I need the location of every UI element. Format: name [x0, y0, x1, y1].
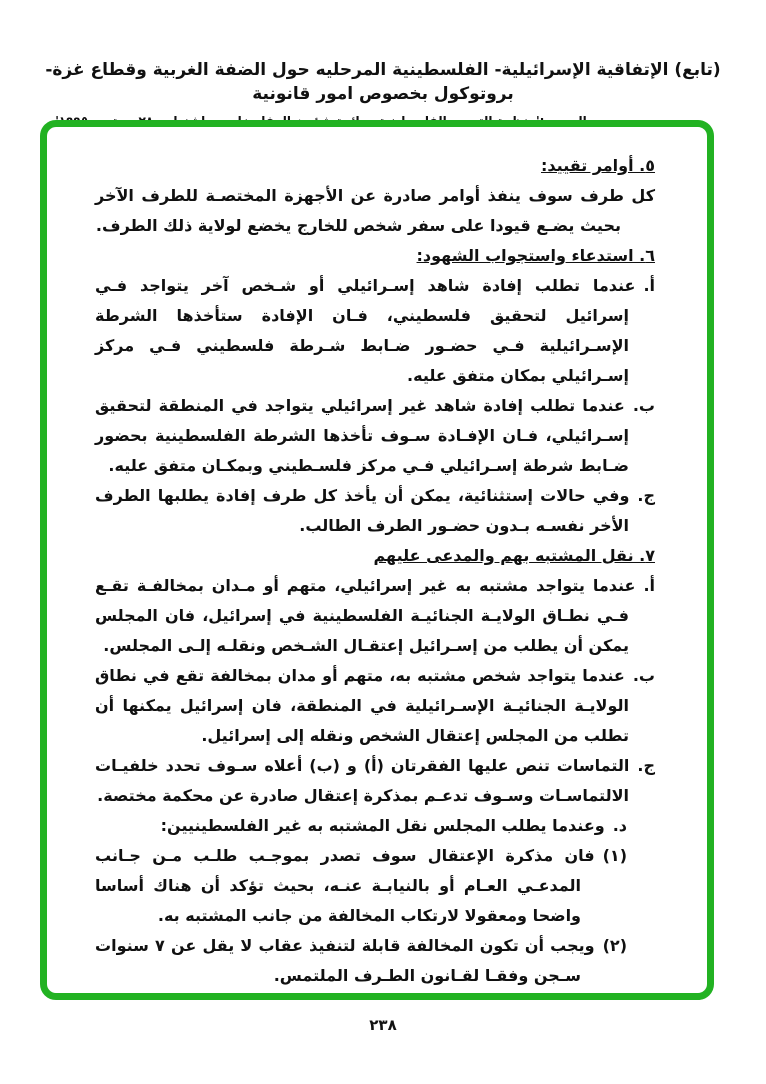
item-marker: ب. [632, 666, 655, 685]
section-7-subitems [95, 841, 627, 991]
section-6-heading: ٦. استدعاء واستجواب الشهود: [416, 246, 655, 265]
section-6-item-a [95, 271, 655, 391]
subitem-marker: (١) [602, 846, 627, 865]
item-text: عندما يتواجد شخص مشتبه به، متهم أو مدان بمخالفة تقع في نطاق الولايـة الجنائيـة الإسـرائيلية في المنطقة، فان إسرائيل يمكنها أن تطلب من المجلس إعتقال الشخص ونقله إلى إسرائيل. [95, 666, 629, 745]
item-marker: أ. [643, 576, 655, 595]
subitem-marker: (٢) [602, 936, 627, 955]
section-7-heading: ٧. نقل المشتبه بهم والمدعى عليهم [373, 546, 655, 565]
green-border-frame [40, 120, 714, 1000]
section-7-item-b [95, 661, 655, 751]
item-text: عندما يتواجد مشتبه به غير إسرائيلي، متهم أو مـدان بمخالفـة تقـع فـي نطـاق الولايـة الجنائيـة الفلسطينية في إسرائيل، فان المجلس يمكن أن يطلب من إسـرائيل إعتقـال الشـخص ونقلـه إلـى المجلس. [95, 576, 636, 655]
item-marker: ب. [632, 396, 655, 415]
section-7-item-d [95, 811, 627, 841]
item-marker: أ. [643, 276, 655, 295]
item-marker: د. [612, 816, 627, 835]
section-7-subitem-1 [95, 841, 627, 931]
item-marker: ج. [637, 486, 655, 505]
page-number: ٢٣٨ [369, 1016, 397, 1034]
section-7-item-j [95, 751, 655, 811]
section-6-item-b [95, 391, 655, 481]
section-6-item-j [95, 481, 655, 541]
subitem-text: فان مذكرة الإعتقال سوف تصدر بموجـب طلـب مـن جـانب المدعـي العـام أو بالنيابـة عنـه، بحيث تؤكد أن هناك أساسا واضحا ومعقولا لارتكاب المخالفة من جانب المشتبه به. [95, 846, 595, 925]
section-5-heading: ٥. أوامر تقييد: [541, 156, 655, 175]
document-title: (تابع) الإتفاقية الإسرائيلية- الفلسطينية المرحليه حول الضفة الغربية وقطاع غزة- بروتوكول بخصوص امور قانونية [45, 60, 721, 104]
document-body [95, 151, 655, 991]
item-text: عندما تطلب إفادة شاهد غير إسرائيلي يتواجد في المنطقة لتحقيق إسـرائيلي، فـان الإفـادة سـوف تأخذها الشرطة الفلسطينية بحضور ضـابط شرطة إسـرائيلي فـي مركز فلسـطيني وبمكـان متفق عليه. [95, 396, 629, 475]
section-7-item-a [95, 571, 655, 661]
section-5-paragraph: كل طرف سوف ينفذ أوامر صادرة عن الأجهزة المختصـة للطرف الآخر بحيث يضـع قيودا على سفر شخص للخارج يخضع لولاية ذلك الطرف. [95, 186, 655, 235]
section-7-subitem-2 [95, 931, 627, 991]
item-text: وعندما يطلب المجلس نقل المشتبه به غير الفلسطينيين: [160, 816, 605, 835]
item-marker: ج. [637, 756, 655, 775]
item-text: عندما تطلب إفادة شاهد إسـرائيلي أو شـخص آخر يتواجد فـي إسرائيل لتحقيق فلسطيني، فـان الإفادة ستأخذها الشرطة الإسـرائيلية فـي حضـور ضـابط شـرطة فلسطيني فـي مركز إسـرائيلي بمكان متفق عليه. [95, 276, 636, 385]
subitem-text: ويجب أن تكون المخالفة قابلة لتنفيذ عقاب لا يقل عن ٧ سنوات سـجن وفقـا لقـانون الطـرف الملتمس. [95, 936, 595, 985]
document-header [0, 58, 766, 128]
item-text: التماسات تنص عليها الفقرتان (أ) و (ب) أعلاه سـوف تحدد خلفيـات الالتماسـات وسـوف تدعـم بمذكرة إعتقال صادرة عن محكمة مختصة. [95, 756, 630, 805]
item-text: وفي حالات إستثنائية، يمكن أن يأخذ كل طرف إفادة يطلبها الطرف الأخر نفسـه بـدون حضـور الطرف الطالب. [95, 486, 630, 535]
